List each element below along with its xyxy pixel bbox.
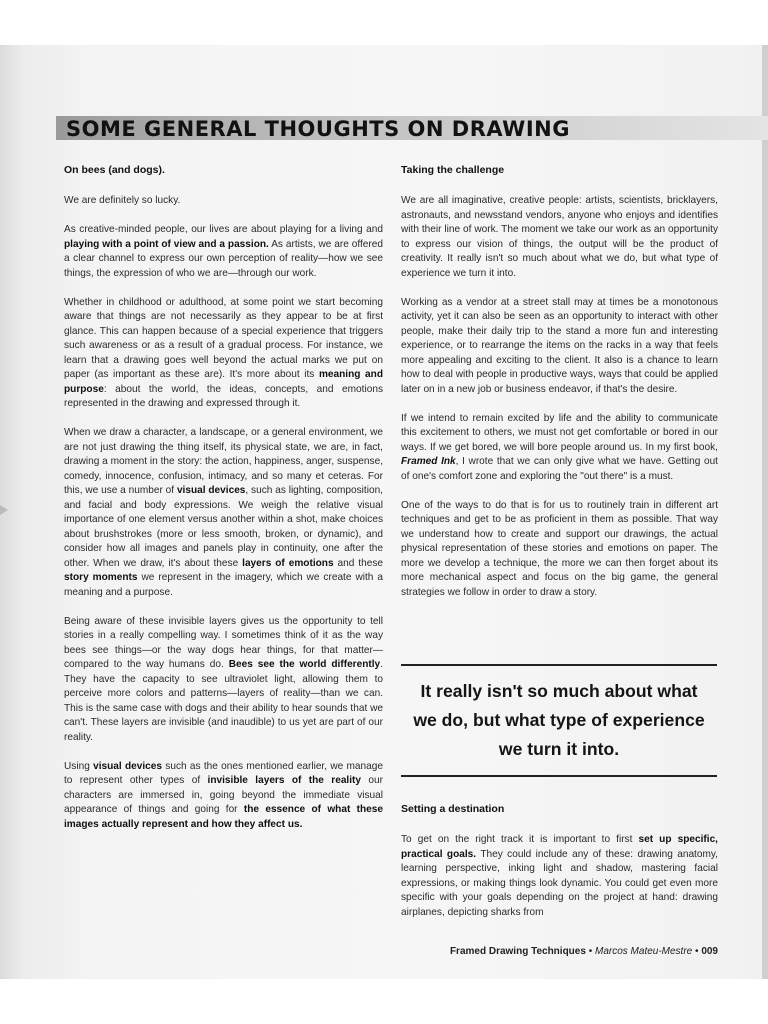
page-number: 009	[701, 946, 718, 957]
footer-author: Marcos Mateu-Mestre	[594, 946, 693, 957]
footer-separator: •	[588, 946, 593, 957]
right-paragraph: If we intend to remain excited by life and the ability to communicate this excitement to others, we must not get comfortable or bored in our ways. If we get bored, we will bore people around us. In my first book, Framed Ink, I wrote that we can only give what we have. Getting out of one's comfort zone and exploring the "out there" is a must.	[401, 412, 718, 482]
right-paragraph: One of the ways to do that is for us to routinely train in different art techniques and get to be as proficient in them as possible. That way we understand how to create and support our drawings, the actual physical representation of these stories and emotions on paper. The more we develop a technique, the more we can then forget about its more mechanical aspect and focus on the big game, the general strategies we follow in order to draw a story.	[401, 499, 718, 598]
right-paragraph: Working as a vendor at a street stall may at times be a monotonous activity, yet it can also be seen as an opportunity to interact with other people, make their daily trip to the stand a more fun and interesting experience, or to rearrange the items on the racks in a way that feels more appealing and exciting to the client. It also is a chance to learn how to deal with people in productive ways, ways that could be applied later on in a new job or business endeavor, if that's the desire.	[401, 296, 718, 395]
left-subhead: On bees (and dogs).	[64, 164, 165, 176]
pull-quote-text: It really isn't so much about what we do, but what type of experience we turn it into.	[413, 681, 705, 759]
left-paragraph: We are definitely so lucky.	[64, 195, 181, 206]
right-paragraph: We are all imaginative, creative people: artists, scientists, bricklayers, astronauts, and newsstand vendors, anyone who enjoys and identifies with their line of work. The moment we take our work as an opportunity to express our vision of things, the output will be the product of creativity. It really isn't so much about what we do, but what type of experience we turn it into.	[401, 195, 718, 279]
footer-separator: •	[695, 946, 699, 957]
right-subhead: Taking the challenge	[401, 164, 505, 176]
page-footer	[450, 946, 718, 957]
destination-subhead: Setting a destination	[401, 803, 505, 815]
left-paragraph: Whether in childhood or adulthood, at some point we start becoming aware that things are not necessarily as they appear to be at first glance. This can happen because of a special experience that triggers such awareness or as a result of a gradual process. For instance, we learn that a drawing goes well beyond the actual marks we put on paper (as important as these are). It's more about its meaning and purpose: about the world, the ideas, concepts, and emotions represented in the drawing and expressed through it.	[64, 296, 383, 409]
pull-quote	[401, 664, 717, 777]
left-paragraph: Being aware of these invisible layers gives us the opportunity to tell stories in a really compelling way. I sometimes think of it as the way bees see things—or the way dogs hear things, for that matter—compared to the way humans do. Bees see the world differently. They have the capacity to see ultraviolet light, allowing them to perceive more colors and patterns—layers of reality—than we can. This is the same case with dogs and their ability to hear sounds that we can't. These layers are invisible (and inaudible) to us yet are part of our reality.	[64, 615, 383, 743]
footer-book-title: Framed Drawing Techniques	[449, 946, 586, 957]
page-title: SOME GENERAL THOUGHTS ON DRAWING	[66, 117, 570, 141]
left-paragraph: As creative-minded people, our lives are about playing for a living and playing with a point of view and a passion. As artists, we are offered a clear channel to express our own perception of reality—how we see things, the expression of who we are—through our work.	[64, 224, 384, 279]
destination-paragraph: To get on the right track it is important to first set up specific, practical goals. They could include any of these: drawing anatomy, learning perspective, inking light and shadow, mastering facial expressions, or making things look dynamic. You could get even more specific with your goals depending on the project at hand: drawing airplanes, depicting sharks from	[401, 834, 718, 918]
destination-section	[401, 803, 718, 935]
right-column	[401, 164, 718, 615]
page-spine	[762, 45, 768, 979]
left-paragraph: Using visual devices such as the ones mentioned earlier, we manage to represent other types of invisible layers of the reality our characters are immersed in, going beyond the immediate visual appearance of things and going for the essence of what these images actually represent and how they affect us.	[64, 760, 383, 830]
left-column	[64, 164, 383, 847]
left-paragraph: When we draw a character, a landscape, or a general environment, we are not just drawing the thing itself, its physical state, we are, in fact, drawing a moment in the story: the action, happiness, anger, suspense, comedy, innocence, confusion, intimacy, and so many et ceteras. For this, we use a number of visual devices, such as lighting, composition, and facial and body expressions. We weigh the relative visual importance of one element versus another within a shot, make choices about brushstrokes (more or less smooth, broken, or dynamic), and consider how all images and panels play in continuity, one after the other. When we draw, it's about these layers of emotions and these story moments we represent in the imagery, which we create with a meaning and a purpose.	[64, 427, 383, 598]
